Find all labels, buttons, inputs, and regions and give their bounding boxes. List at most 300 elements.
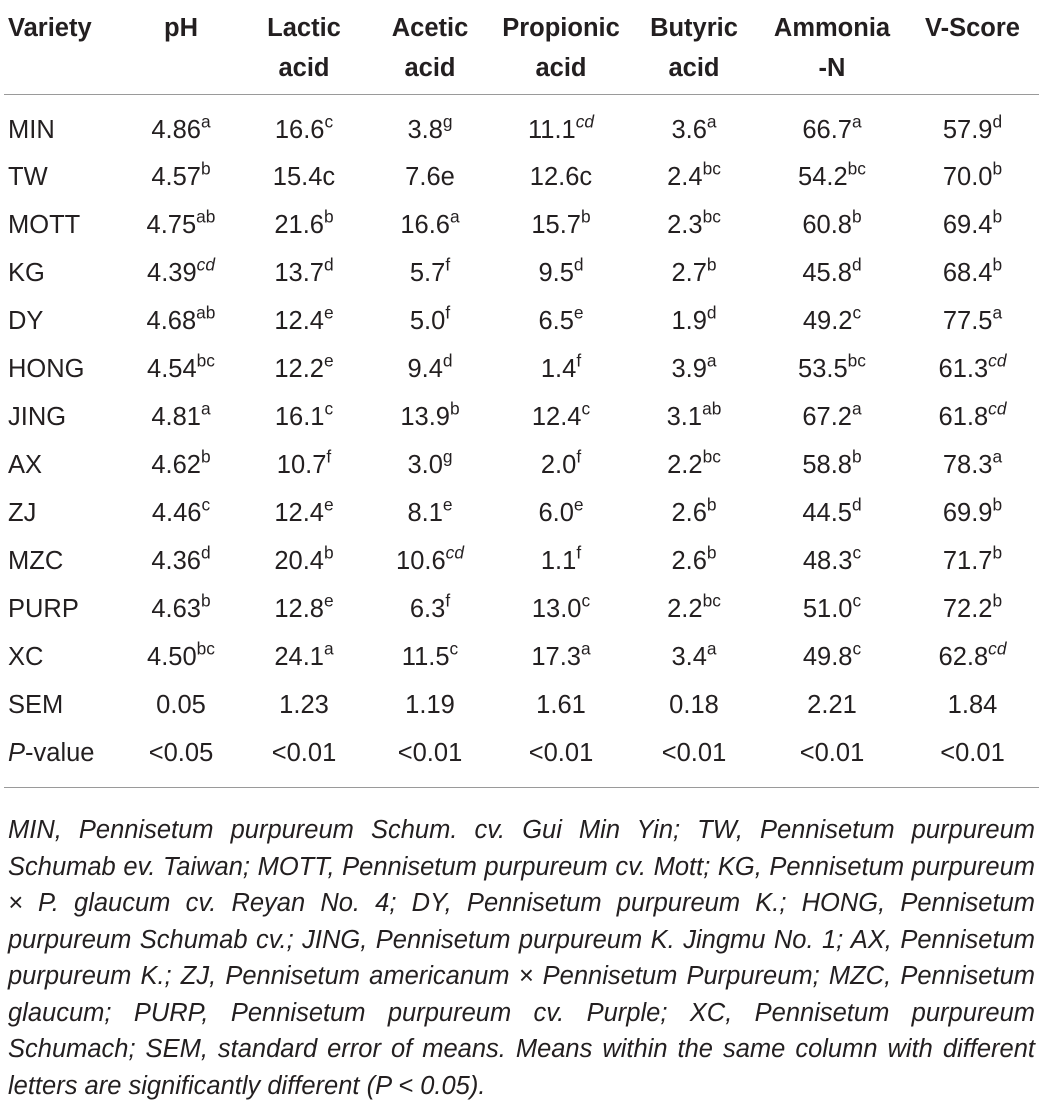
cell-value: 71.7 (942, 546, 993, 575)
row-label-text: MOTT (8, 210, 81, 239)
cell-value: 62.8 (938, 642, 989, 671)
significance-letter: cd (196, 253, 215, 274)
table-row (4, 153, 1039, 201)
table-cell (492, 249, 630, 297)
table-cell (122, 345, 240, 393)
table-cell (758, 681, 906, 729)
cell-value: 4.50 (147, 642, 197, 671)
table-cell (630, 201, 758, 249)
significance-letter: d (573, 253, 584, 274)
significance-letter: d (706, 301, 717, 322)
significance-letter: b (706, 253, 717, 274)
cell-value: 72.2 (942, 594, 993, 623)
table-cell (122, 153, 240, 201)
table-cell (368, 441, 492, 489)
significance-letter: ab (196, 205, 216, 226)
cell-value: 4.63 (151, 594, 201, 623)
cell-value: 57.9 (942, 115, 993, 144)
cell-value: 6.3 (409, 594, 446, 623)
table-cell (492, 345, 630, 393)
significance-letter: e (324, 589, 334, 610)
cell-value: 12.4 (274, 306, 324, 335)
column-header-line: acid (668, 54, 720, 82)
table-cell (758, 537, 906, 585)
significance-letter: a (581, 637, 591, 658)
table-cell (906, 585, 1039, 633)
cell-value: 10.6 (396, 546, 446, 575)
header-row (4, 0, 1039, 95)
table-cell (630, 441, 758, 489)
significance-letter: e (573, 301, 584, 322)
table-cell (368, 489, 492, 537)
cell-value: <0.01 (940, 738, 1005, 767)
table-cell (906, 441, 1039, 489)
significance-letter: c (852, 637, 862, 658)
cell-value: 0.18 (669, 690, 719, 719)
column-header-4 (492, 0, 630, 95)
table-cell (492, 153, 630, 201)
row-label (4, 249, 122, 297)
significance-letter: b (992, 589, 1003, 610)
significance-letter: b (992, 205, 1003, 226)
cell-value: 4.57 (151, 162, 201, 191)
significance-letter: ab (702, 397, 722, 418)
significance-letter: bc (702, 157, 721, 178)
column-header-3 (368, 0, 492, 95)
cell-value: 2.2 (667, 594, 703, 623)
table-cell (122, 441, 240, 489)
table-row (4, 537, 1039, 585)
significance-letter: b (581, 205, 591, 226)
table-cell (368, 729, 492, 788)
significance-letter: b (201, 589, 211, 610)
table-cell (492, 729, 630, 788)
cell-value: <0.01 (799, 738, 865, 767)
column-header-5 (630, 0, 758, 95)
significance-letter: a (852, 397, 862, 418)
row-label (4, 95, 122, 154)
significance-letter: c (324, 397, 334, 418)
row-label (4, 489, 122, 537)
table-cell (758, 585, 906, 633)
significance-letter: f (445, 301, 451, 322)
column-header-2 (240, 0, 368, 95)
table-cell (906, 249, 1039, 297)
cell-value: 11.5 (401, 642, 450, 671)
significance-letter: c (449, 637, 459, 658)
table-cell (240, 393, 368, 441)
table-cell (758, 297, 906, 345)
table-cell (492, 633, 630, 681)
column-header-line: -N (818, 54, 846, 82)
cell-value: 2.2 (667, 450, 703, 479)
table-cell (906, 393, 1039, 441)
cell-value: 3.9 (671, 354, 707, 383)
table-cell (492, 537, 630, 585)
table-cell (906, 537, 1039, 585)
table-cell (492, 489, 630, 537)
cell-value: 1.19 (405, 690, 455, 719)
cell-value: 44.5 (802, 498, 852, 527)
table-footnote: MIN, Pennisetum purpureum Schum. cv. Gui Min Yin; TW, Pennisetum purpureum Schumab ev. Taiwan; MOTT, Pennisetum purpureum cv. Mott; KG, Pennisetum purpureum × P. glaucum cv. Reyan No. 4; DY, Pennisetum purpureum K.; HONG, Pennisetum purpureum Schumab cv.; JING, Pennisetum purpureum K. Jingmu No. 1; AX, Pennisetum purpureum K.; ZJ, Pennisetum americanum × Pennisetum Purpureum; MZC, Pennisetum glaucum; PURP, Pennisetum purpureum cv. Purple; XC, Pennisetum purpureum Schumach; SEM, standard error of means. Means within the same column with different letters are significantly different (P < 0.05). (8, 816, 1035, 1100)
cell-value: 60.8 (802, 210, 852, 239)
row-label (4, 537, 122, 585)
cell-value: <0.01 (397, 738, 463, 767)
column-header-line: acid (404, 54, 456, 82)
significance-letter: bc (702, 589, 721, 610)
cell-value: 4.54 (147, 354, 197, 383)
cell-value: 10.7 (276, 450, 327, 479)
row-label (4, 297, 122, 345)
significance-letter: g (442, 445, 453, 466)
row-label-text: ZJ (8, 498, 37, 527)
cell-value: 2.7 (671, 258, 707, 287)
table-cell (240, 537, 368, 585)
significance-letter: e (442, 493, 453, 514)
column-header-line: Acetic (391, 14, 469, 42)
row-label-text: AX (8, 450, 43, 479)
significance-letter: a (450, 205, 460, 226)
table-cell (758, 153, 906, 201)
significance-letter: c (581, 397, 591, 418)
row-label-text: -value (25, 738, 95, 767)
table-cell (122, 201, 240, 249)
significance-letter: cd (988, 397, 1007, 418)
table-cell (906, 681, 1039, 729)
cell-value: 3.0 (407, 450, 443, 479)
table-cell (630, 585, 758, 633)
table-cell (368, 153, 492, 201)
significance-letter: c (581, 589, 591, 610)
table-body (4, 95, 1039, 788)
table-row (4, 393, 1039, 441)
table-cell (240, 489, 368, 537)
cell-value: <0.05 (148, 738, 214, 767)
row-label (4, 201, 122, 249)
table-cell (630, 489, 758, 537)
table-cell (368, 345, 492, 393)
table-cell (758, 345, 906, 393)
significance-letter: bc (847, 157, 866, 178)
significance-letter: a (324, 637, 334, 658)
cell-value: 1.61 (536, 690, 586, 719)
cell-value: 4.86 (151, 115, 201, 144)
row-label-text: TW (8, 162, 48, 191)
cell-value: 3.6 (671, 115, 707, 144)
cell-value: <0.01 (661, 738, 727, 767)
cell-value: 16.1 (274, 402, 325, 431)
cell-value: 9.4 (407, 354, 443, 383)
cell-value: 2.6 (671, 498, 707, 527)
cell-value: 16.6 (274, 115, 325, 144)
column-header-line: Variety (8, 14, 92, 42)
table-cell (758, 489, 906, 537)
row-label-text: MIN (8, 115, 55, 144)
table-cell (122, 585, 240, 633)
cell-value: 4.68 (146, 306, 197, 335)
significance-letter: a (852, 110, 862, 131)
cell-value: 2.0 (540, 450, 577, 479)
significance-letter: b (201, 445, 211, 466)
significance-letter: f (445, 253, 451, 274)
significance-letter: f (576, 349, 582, 370)
significance-letter: b (992, 157, 1003, 178)
row-label-text: XC (8, 642, 44, 671)
table-cell (630, 249, 758, 297)
table-cell (240, 153, 368, 201)
row-label-text: SEM (8, 690, 64, 719)
significance-letter: a (706, 110, 717, 131)
table-row (4, 95, 1039, 154)
table-cell (368, 297, 492, 345)
table-cell (630, 729, 758, 788)
row-label (4, 681, 122, 729)
cell-value: 49.8 (802, 642, 853, 671)
cell-value: 67.2 (802, 402, 852, 431)
cell-value: 2.21 (807, 690, 857, 719)
row-label (4, 345, 122, 393)
cell-value: 2.3 (667, 210, 703, 239)
significance-letter: cd (988, 349, 1007, 370)
cell-value: 68.4 (942, 258, 993, 287)
table-row (4, 297, 1039, 345)
cell-value: 3.8 (407, 115, 443, 144)
column-header-line: acid (278, 54, 330, 82)
table-row (4, 201, 1039, 249)
cell-value: 0.05 (156, 690, 206, 719)
significance-letter: b (201, 157, 211, 178)
table-cell (630, 393, 758, 441)
table-cell (906, 633, 1039, 681)
cell-value: 16.6 (400, 210, 450, 239)
significance-letter: f (445, 589, 451, 610)
column-header-6 (758, 0, 906, 95)
cell-value: 1.4 (540, 354, 577, 383)
cell-value: 48.3 (802, 546, 853, 575)
table-cell (240, 249, 368, 297)
table-cell (122, 249, 240, 297)
table-row (4, 585, 1039, 633)
cell-value: 69.4 (942, 210, 993, 239)
table-row (4, 489, 1039, 537)
column-header-1 (122, 0, 240, 95)
table-cell (492, 681, 630, 729)
column-header-7 (906, 0, 1039, 95)
cell-value: 13.7 (274, 258, 324, 287)
table-cell (368, 633, 492, 681)
significance-letter: bc (847, 349, 866, 370)
cell-value: 6.5 (538, 306, 574, 335)
cell-value: 54.2 (798, 162, 848, 191)
cell-value: 12.6c (529, 162, 593, 191)
cell-value: <0.01 (271, 738, 337, 767)
column-header-0 (4, 0, 122, 95)
column-header-line: Lactic (267, 14, 341, 42)
significance-letter: bc (196, 349, 215, 370)
significance-letter: ab (196, 301, 216, 322)
table-cell (758, 441, 906, 489)
significance-letter: b (450, 397, 460, 418)
cell-value: 3.1 (666, 402, 703, 431)
table-row (4, 633, 1039, 681)
table-cell (122, 633, 240, 681)
significance-letter: b (992, 493, 1003, 514)
cell-value: 4.81 (151, 402, 201, 431)
significance-letter: a (201, 110, 211, 131)
table-cell (368, 95, 492, 154)
significance-letter: d (442, 349, 453, 370)
significance-letter: a (706, 349, 717, 370)
table-cell (906, 489, 1039, 537)
cell-value: 45.8 (802, 258, 852, 287)
row-label (4, 393, 122, 441)
cell-value: 66.7 (802, 115, 852, 144)
table-cell (240, 345, 368, 393)
row-label-text: KG (8, 258, 45, 287)
table-cell (758, 249, 906, 297)
significance-letter: f (576, 445, 582, 466)
significance-letter: bc (196, 637, 215, 658)
significance-letter: d (201, 541, 211, 562)
table-cell (906, 297, 1039, 345)
cell-value: 12.4 (274, 498, 324, 527)
significance-letter: c (852, 589, 862, 610)
cell-value: 2.4 (667, 162, 703, 191)
significance-letter: d (992, 110, 1003, 131)
significance-letter: b (852, 445, 862, 466)
column-header-line: Butyric (650, 14, 738, 42)
column-header-line: Propionic (502, 14, 620, 42)
table-cell (492, 585, 630, 633)
cell-value: 4.62 (151, 450, 201, 479)
silage-fermentation-table (4, 0, 1039, 788)
significance-letter: a (201, 397, 211, 418)
table-cell (630, 153, 758, 201)
significance-letter: b (324, 541, 334, 562)
table-cell (368, 249, 492, 297)
cell-value: 61.8 (938, 402, 989, 431)
row-label-text: DY (8, 306, 44, 335)
cell-value: 1.9 (671, 306, 707, 335)
significance-letter: b (992, 541, 1003, 562)
significance-letter: b (706, 541, 717, 562)
cell-value: 12.4 (531, 402, 582, 431)
table-cell (368, 201, 492, 249)
table-cell (758, 729, 906, 788)
cell-value: 53.5 (798, 354, 848, 383)
cell-value: 70.0 (942, 162, 993, 191)
table-row (4, 249, 1039, 297)
column-header-line: V-Score (925, 14, 1020, 42)
cell-value: 15.4c (272, 162, 336, 191)
significance-letter: c (852, 541, 862, 562)
table-cell (122, 537, 240, 585)
cell-value: 4.46 (151, 498, 202, 527)
cell-value: 5.7 (409, 258, 446, 287)
row-label (4, 633, 122, 681)
significance-letter: g (442, 110, 453, 131)
table-cell (240, 95, 368, 154)
row-label-text: JING (8, 402, 67, 431)
table-cell (630, 537, 758, 585)
row-label (4, 153, 122, 201)
cell-value: 3.4 (671, 642, 707, 671)
table-cell (368, 681, 492, 729)
row-label-text: PURP (8, 594, 79, 623)
significance-letter: bc (702, 205, 721, 226)
table-cell (758, 95, 906, 154)
cell-value: 69.9 (942, 498, 993, 527)
significance-letter: e (573, 493, 584, 514)
cell-value: 1.84 (947, 690, 998, 719)
significance-letter: a (992, 445, 1003, 466)
cell-value: 51.0 (802, 594, 853, 623)
significance-letter: b (324, 205, 334, 226)
table-cell (368, 537, 492, 585)
table-cell (492, 441, 630, 489)
cell-value: 5.0 (409, 306, 446, 335)
table-cell (492, 201, 630, 249)
significance-letter: f (576, 541, 582, 562)
cell-value: 77.5 (942, 306, 993, 335)
table-cell (906, 345, 1039, 393)
cell-value: 1.23 (279, 690, 329, 719)
table-header (4, 0, 1039, 95)
cell-value: 7.6e (405, 162, 455, 191)
cell-value: 2.6 (671, 546, 707, 575)
cell-value: 17.3 (531, 642, 581, 671)
cell-value: 58.8 (802, 450, 852, 479)
table-cell (122, 95, 240, 154)
significance-letter: b (706, 493, 717, 514)
row-label-text: HONG (8, 354, 85, 383)
row-label-italic-prefix: P (8, 738, 26, 767)
significance-letter: f (326, 445, 332, 466)
significance-letter: d (324, 253, 334, 274)
column-header-line: acid (535, 54, 587, 82)
cell-value: 9.5 (538, 258, 574, 287)
table-row (4, 681, 1039, 729)
cell-value: 49.2 (802, 306, 853, 335)
row-label (4, 441, 122, 489)
table-cell (906, 153, 1039, 201)
row-label-text: MZC (8, 546, 64, 575)
table-row (4, 441, 1039, 489)
table-cell (758, 393, 906, 441)
table-row (4, 345, 1039, 393)
table-cell (630, 681, 758, 729)
significance-letter: c (324, 110, 334, 131)
table-cell (122, 729, 240, 788)
significance-letter: cd (445, 541, 464, 562)
column-header-line: pH (164, 14, 198, 42)
table-cell (122, 681, 240, 729)
significance-letter: e (324, 493, 334, 514)
cell-value: 4.36 (151, 546, 201, 575)
table-cell (240, 633, 368, 681)
significance-letter: e (324, 301, 334, 322)
table-cell (240, 585, 368, 633)
cell-value: 13.0 (531, 594, 582, 623)
table-cell (906, 95, 1039, 154)
table-cell (122, 297, 240, 345)
table-cell (240, 681, 368, 729)
significance-letter: bc (702, 445, 721, 466)
significance-letter: a (992, 301, 1003, 322)
table-cell (630, 95, 758, 154)
table-cell (368, 393, 492, 441)
table-cell (122, 489, 240, 537)
